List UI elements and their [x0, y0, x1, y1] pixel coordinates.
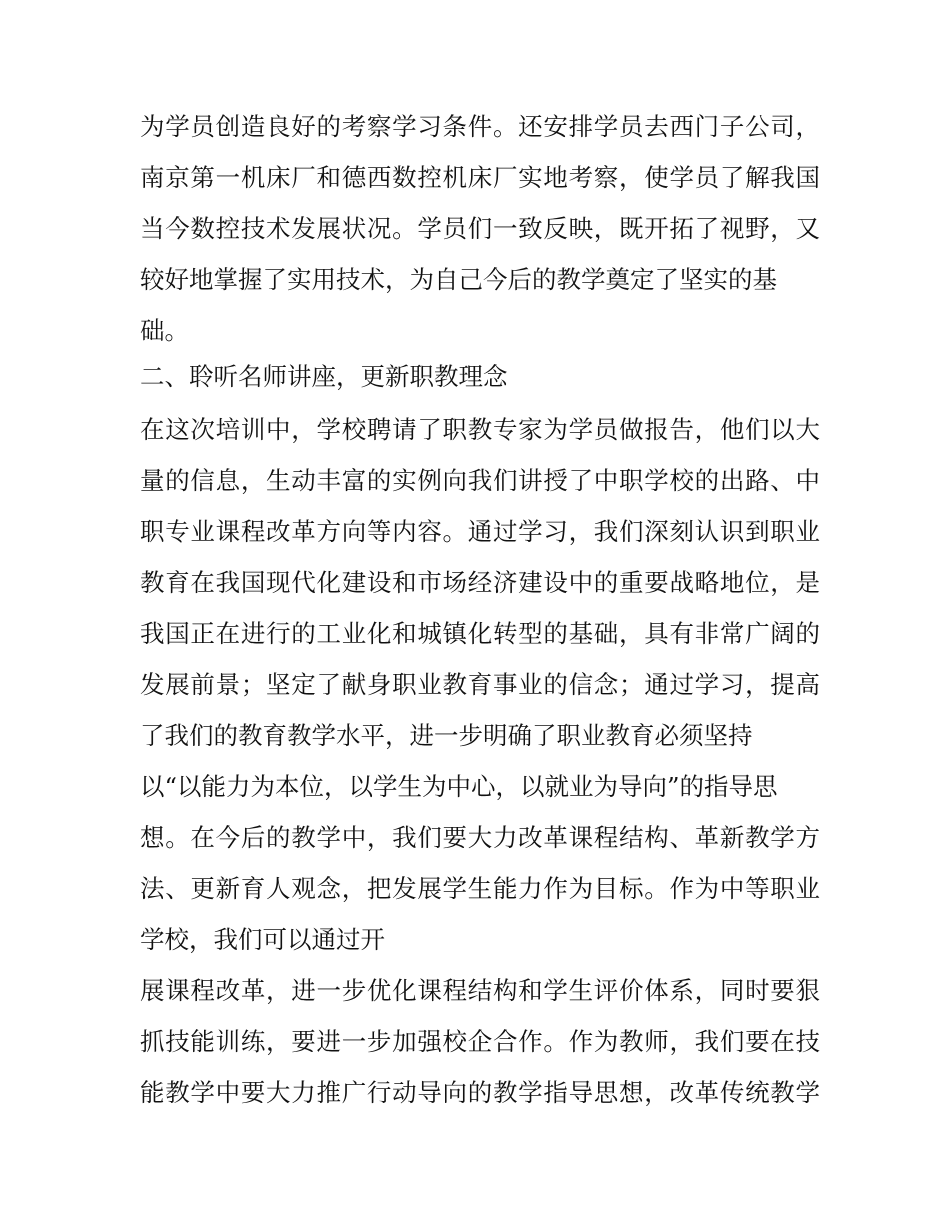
text-line-9: 职专业课程改革方向等内容。通过学习，我们深刻认识到职业 — [140, 517, 820, 546]
text-line-5: 础。 — [140, 316, 189, 345]
text-line-18: 展课程改革，进一步优化课程结构和学生评价体系，同时要狠 — [140, 976, 820, 1005]
text-line-15: 想。在今后的教学中，我们要大力改革课程结构、革新教学方 — [140, 823, 820, 852]
text-line-7: 在这次培训中，学校聘请了职教专家为学员做报告，他们以大 — [140, 415, 820, 444]
text-line-13: 了我们的教育教学水平，进一步明确了职业教育必须坚持 — [140, 721, 753, 750]
text-line-14: 以“以能力为本位，以学生为中心，以就业为导向”的指导思 — [140, 772, 778, 801]
text-line-10: 教育在我国现代化建设和市场经济建设中的重要战略地位，是 — [140, 568, 820, 597]
section-heading: 二、聆听名师讲座，更新职教理念 — [140, 362, 508, 391]
text-line-16: 法、更新育人观念，把发展学生能力作为目标。作为中等职业 — [140, 874, 820, 903]
text-line-4: 较好地掌握了实用技术，为自己今后的教学奠定了坚实的基 — [140, 265, 777, 294]
text-line-3: 当今数控技术发展状况。学员们一致反映，既开拓了视野，又 — [140, 214, 820, 243]
text-line-12: 发展前景；坚定了献身职业教育事业的信念；通过学习，提高 — [140, 670, 820, 699]
text-line-1: 为学员创造良好的考察学习条件。还安排学员去西门子公司， — [140, 112, 820, 141]
text-line-17: 学校，我们可以通过开 — [140, 925, 385, 954]
text-line-11: 我国正在进行的工业化和城镇化转型的基础，具有非常广阔的 — [140, 619, 820, 648]
text-line-19: 抓技能训练，要进一步加强校企合作。作为教师，我们要在技 — [140, 1027, 820, 1056]
text-line-2: 南京第一机床厂和德西数控机床厂实地考察，使学员了解我国 — [140, 163, 820, 192]
text-line-20: 能教学中要大力推广行动导向的教学指导思想，改革传统教学 — [140, 1078, 820, 1107]
text-line-8: 量的信息，生动丰富的实例向我们讲授了中职学校的出路、中 — [140, 466, 820, 495]
